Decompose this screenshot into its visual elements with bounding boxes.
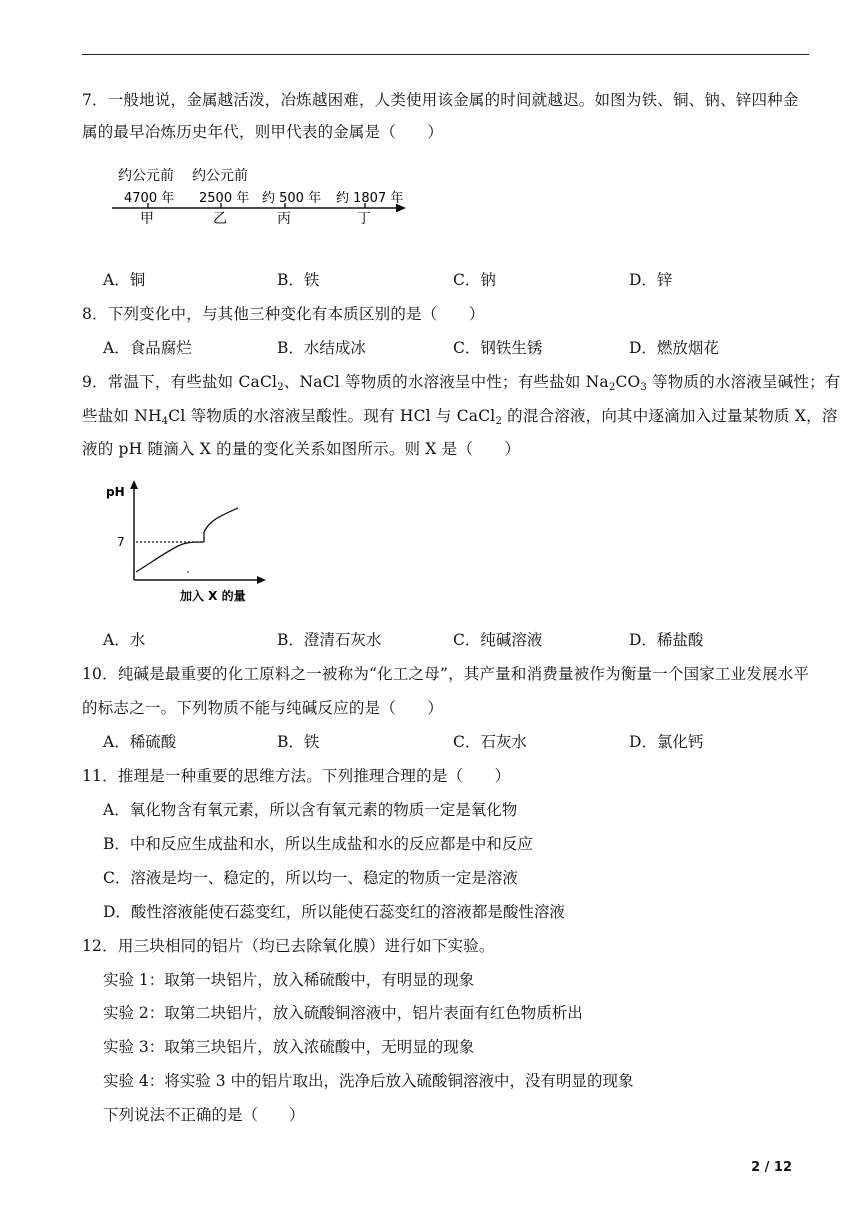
timeline-metal-yi: 乙	[213, 211, 227, 224]
q7-stem-line1: 7．一般地说，金属越活泼，冶炼越困难，人类使用该金属的时间就越迟。如图为铁、铜、钠、锌四种金	[82, 91, 799, 109]
timeline-metal-ding: 丁	[357, 211, 371, 224]
q7-option-c[interactable]: C．钠	[453, 271, 496, 289]
q10-stem-line1: 10．纯碱是最重要的化工原料之一被称为“化工之母”，其产量和消费量被作为衡量一个国家工业发展水平	[82, 665, 810, 683]
timeline-top-label-2: 约公元前	[192, 168, 248, 184]
page-number: 2 / 12	[751, 1160, 792, 1175]
q10-option-b[interactable]: B．铁	[277, 733, 320, 751]
q8-option-c[interactable]: C．钢铁生锈	[453, 339, 543, 357]
ph-curve-rising	[136, 542, 204, 572]
timeline-metal-jia: 甲	[140, 211, 154, 224]
q8-option-a[interactable]: A．食品腐烂	[103, 339, 192, 357]
q12-prompt: 下列说法不正确的是（ ）	[103, 1106, 305, 1124]
q11-option-a[interactable]: A．氧化物含有氧元素，所以含有氧元素的物质一定是氧化物	[103, 801, 518, 819]
q8-option-d[interactable]: D．燃放烟花	[629, 339, 719, 357]
q8-option-b[interactable]: B．水结成冰	[277, 339, 366, 357]
q8-stem: 8．下列变化中，与其他三种变化有本质区别的是（ ）	[82, 305, 485, 323]
q9-stem-line2: 些盐如 $NH_4Cl$ 等物质的水溶液呈酸性。现有 HCl 与 CaCl$_2$ 的混合溶液，向其中逐滴加入过量某物质 X，溶	[82, 407, 838, 427]
ph-curve-chart	[100, 474, 280, 610]
chart-ylabel: pH	[106, 485, 125, 499]
y-axis-arrow-icon	[130, 480, 138, 489]
q12-experiment-1: 实验 1：取第一块铝片，放入稀硫酸中，有明显的现象	[103, 971, 475, 989]
q11-option-b[interactable]: B．中和反应生成盐和水，所以生成盐和水的反应都是中和反应	[103, 835, 533, 853]
q11-stem: 11．推理是一种重要的思维方法。下列推理合理的是（ ）	[82, 767, 511, 785]
header-rule	[82, 54, 809, 55]
q12-stem: 12．用三块相同的铝片（均已去除氧化膜）进行如下实验。	[82, 937, 495, 955]
timeline-year-3: 约 500 年	[262, 191, 322, 206]
ph-curve-alkaline	[204, 508, 238, 532]
x-axis-arrow-icon	[257, 576, 266, 584]
q10-option-c[interactable]: C．石灰水	[453, 733, 527, 751]
q10-stem-line2: 的标志之一。下列物质不能与纯碱反应的是（ ）	[82, 699, 444, 717]
q12-experiment-3: 实验 3：取第三块铝片，放入浓硫酸中，无明显的现象	[103, 1038, 475, 1056]
q10-option-a[interactable]: A．稀硫酸	[103, 733, 177, 751]
q7-option-d[interactable]: D．锌	[629, 271, 673, 289]
q11-option-c[interactable]: C．溶液是均一、稳定的，所以均一、稳定的物质一定是溶液	[103, 869, 518, 887]
timeline-year-1: 4700 年	[124, 191, 175, 206]
q9-stem-line3: 液的 pH 随滴入 X 的量的变化关系如图所示。则 X 是（ ）	[82, 440, 521, 458]
timeline-metal-bing: 丙	[277, 211, 291, 224]
q12-experiment-2: 实验 2：取第二块铝片，放入硫酸铜溶液中，铝片表面有红色物质析出	[103, 1004, 583, 1022]
metal-timeline-figure	[110, 162, 410, 224]
q9-stem-line1: 9．常温下，有些盐如 CaCl$_2$、NaCl 等物质的水溶液呈中性；有些盐如 $Na_2CO_3$ 等物质的水溶液呈碱性；有	[82, 373, 841, 393]
q12-experiment-4: 实验 4：将实验 3 中的铝片取出，洗净后放入硫酸铜溶液中，没有明显的现象	[103, 1072, 634, 1090]
q9-option-b[interactable]: B．澄清石灰水	[277, 631, 382, 649]
q9-option-d[interactable]: D．稀盐酸	[629, 631, 704, 649]
q7-stem-line2: 属的最早冶炼历史年代，则甲代表的金属是（ ）	[82, 123, 444, 141]
q7-option-a[interactable]: A．铜	[103, 271, 146, 289]
timeline-top-label-1: 约公元前	[118, 168, 174, 184]
timeline-year-4: 约 1807 年	[336, 191, 404, 206]
q9-option-c[interactable]: C．纯碱溶液	[453, 631, 543, 649]
chart-xlabel: 加入 X 的量	[180, 589, 246, 603]
chart-ytick-7: 7	[117, 535, 125, 549]
q9-option-a[interactable]: A．水	[103, 631, 146, 649]
q11-option-d[interactable]: D．酸性溶液能使石蕊变红，所以能使石蕊变红的溶液都是酸性溶液	[103, 903, 565, 921]
q10-option-d[interactable]: D．氯化钙	[629, 733, 704, 751]
q7-option-b[interactable]: B．铁	[277, 271, 320, 289]
timeline-year-2: 2500 年	[199, 191, 250, 206]
